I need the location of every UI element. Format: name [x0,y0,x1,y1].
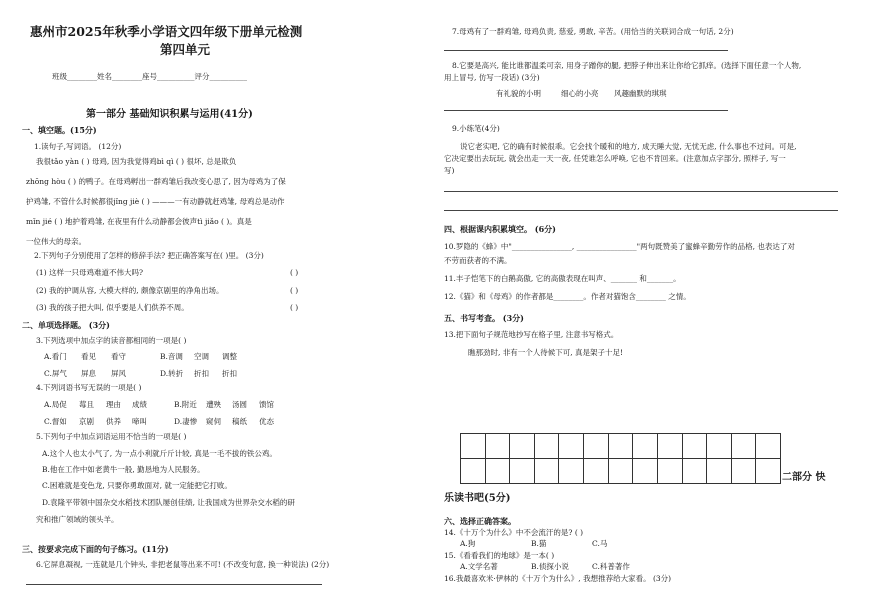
q15-opt-a: A.文学名著 [460,562,498,571]
q14-opt-c: C.马 [592,539,608,548]
grid-cell[interactable] [732,459,757,484]
part1-heading: 第一部分 基础知识积累与运用(41分) [86,109,253,120]
grid-cell[interactable] [584,459,609,484]
q15-opt-b: B.侦探小说 [531,562,569,571]
q6-answer-line[interactable] [26,584,322,585]
q15-opt-c: C.科普著作 [592,562,630,571]
q5-opt-b: B.他在工作中如老黄牛一般, 勤恳地为人民服务。 [42,465,205,474]
grid-cell[interactable] [707,434,732,459]
q8-choice-2: 细心的小亮 [561,89,599,98]
q4-opt: 成绩 [132,400,147,409]
section2-heading: 二、单项选择题。 (3分) [22,320,110,330]
grid-cell[interactable] [510,434,535,459]
q2-blank-3[interactable]: ( ) [290,303,299,312]
q3-opt: 调整 [222,352,237,361]
grid-cell[interactable] [486,434,511,459]
q10-prompt-cont: 不劳而获者的不满。 [444,256,512,265]
q4-opt: A.局促 [44,400,67,409]
q7-answer-line[interactable] [444,50,728,51]
q2-blank-2[interactable]: ( ) [290,286,299,295]
q2-prompt: 2.下列句子分别使用了怎样的修辞手法? 把正确答案写在( )里。 (3分) [34,251,264,260]
q9-prompt: 9.小练笔(4分) [452,124,500,133]
q3-opt: 空调 [194,352,209,361]
q1-line-2: zhōng hòu ( ) 的鸭子。在母鸡孵出一群鸡雏后我改变心思了, 因为母鸡为了保 [26,177,286,186]
section5-heading: 五、书写考查。 (3分) [444,313,524,323]
q4-prompt: 4.下列词语书写无误的一项是( ) [36,383,142,392]
writing-grid[interactable] [460,433,781,484]
q1-line-3: 护鸡雏, 不管什么时候都很jǐng jiè ( ) ———一有动静就赶鸡雏, 母鸡总是动作 [26,197,285,206]
section4-heading: 四、根据课内积累填空。 (6分) [444,224,556,234]
q8-choice-3: 风趣幽默的琪琪 [614,89,667,98]
q6-prompt: 6.它屏息凝视, 一连就是几个钟头, 非把老鼠等出来不可! (不改变句意, 换一种说法) (2分) [36,560,330,569]
grid-cell[interactable] [584,434,609,459]
q2-item-3: (3) 我的孩子把大叫, 似乎要是人们供养不周。 [36,303,189,312]
grid-cell[interactable] [535,459,560,484]
q9-answer-line-2[interactable] [444,210,838,211]
q4-opt: 莓且 [79,400,94,409]
grid-cell[interactable] [683,434,708,459]
grid-cell[interactable] [609,459,634,484]
q3-prompt: 3.下列选项中加点字的读音都相同的一项是( ) [36,336,187,345]
q12-prompt: 12.《猫》和《母鸡》的作者都是________。作者对猫饱含________ 之情。 [444,292,691,301]
q3-opt: B.音调 [160,352,183,361]
q5-opt-a: A.这个人也太小气了, 为一点小利就斤斤计较, 真是一毛不拔的铁公鸡。 [42,449,277,458]
grid-cell[interactable] [559,434,584,459]
q4-opt: 遭殃 [206,400,221,409]
q4-opt: 供养 [106,417,121,426]
part2-heading-a: 二部分 快 [782,472,826,483]
q14-opt-b: B.猫 [531,539,547,548]
grid-cell[interactable] [707,459,732,484]
q13-sentence: 瞧那劲时, 非有一个人待候下可, 真是架子十足! [468,348,624,357]
exam-title: 惠州市2025年秋季小学语文四年级下册单元检测 [30,24,303,39]
grid-cell[interactable] [633,459,658,484]
q3-opt: 折扣 [194,369,209,378]
q5-prompt: 5.下列句子中加点词语运用不恰当的一项是( ) [36,432,187,441]
q14-prompt: 14.《十万个为什么》中不会流汗的是? ( ) [444,528,584,537]
q5-opt-c: C.困难就是变色龙, 只要你勇敢面对, 就一定能把它打败。 [42,481,232,490]
q5-opt-d: D.袁隆平带领中国杂交水稻技术团队屡创佳绩, 让我国成为世界杂交水稻的研 [42,498,295,507]
q3-opt: D.转折 [160,369,184,378]
grid-cell[interactable] [658,459,683,484]
section1-heading: 一、填空题。(15分) [22,125,97,135]
grid-cell[interactable] [461,434,486,459]
q4-opt: 窥伺 [206,417,221,426]
q4-opt: 稿纸 [232,417,247,426]
grid-cell[interactable] [732,434,757,459]
q9-line-2: 它决定要出去玩玩, 就会出走一天一夜, 任凭谁怎么呼唤, 它也不肯回来。(注意加点字部分, 照样子, 写一 [444,154,786,163]
grid-cell[interactable] [559,459,584,484]
grid-cell[interactable] [633,434,658,459]
grid-cell[interactable] [756,434,781,459]
unit-subtitle: 第四单元 [160,42,211,57]
q8-prompt-1: 8.它要是高兴, 能比谁都温柔可亲, 用身子蹭你的腿, 把脖子伸出来让你给它抓痒。(选择下面任意一个人物, [452,61,802,70]
grid-cell[interactable] [486,459,511,484]
q3-opt: C.屏气 [44,369,67,378]
q3-opt: 屏息 [81,369,96,378]
q8-prompt-2: 用上冒号, 仿写一段话) (3分) [444,73,540,82]
q3-opt: A.看门 [44,352,67,361]
q4-opt: 京剧 [79,417,94,426]
grid-cell[interactable] [683,459,708,484]
q9-answer-line-1[interactable] [444,191,838,192]
q7-prompt: 7.母鸡有了一群鸡雏, 母鸡负责, 慈爱, 勇敢, 辛苦。(用恰当的关联词合成一句话, 2分) [452,27,734,36]
q3-opt: 看见 [81,352,96,361]
q15-prompt: 15.《看看我们的地球》是一本( ) [444,551,555,560]
grid-cell[interactable] [609,434,634,459]
q4-opt: C.督如 [44,417,67,426]
q10-prompt: 10.罗隐的《蜂》中"________________, ________________"两句既赞美了蜜蜂辛勤劳作的品格, 也表达了对 [444,242,795,251]
q4-opt: D.凄惨 [174,417,198,426]
q8-choice-1: 有礼貌的小明 [496,89,541,98]
q3-opt: 看守 [111,352,126,361]
q1-line-5: 一位伟大的母亲。 [26,237,86,246]
q4-opt: 优态 [259,417,274,426]
q1-line-4: mǐn jié ( ) 地护着鸡雏, 在夜里有什么动静都会彼声tì jiǎo ( )。真是 [26,217,252,226]
q16-prompt: 16.我最喜欢米·伊林的《十万个为什么》, 我想推荐给大家看。 (3分) [444,574,672,583]
grid-cell[interactable] [535,434,560,459]
q4-opt: 馈馆 [259,400,274,409]
q3-opt: 折扣 [222,369,237,378]
q9-line-1: 说它老实吧, 它的确有时候很乖。它会找个暖和的地方, 成天睡大觉, 无忧无虑, 什么事也不过问。可是, [460,142,797,151]
part2-heading-b: 乐读书吧(5分) [444,493,511,504]
section6-heading: 六、选择正确答案。 [444,516,516,526]
q13-prompt: 13.把下面句子规范地抄写在格子里, 注意书写格式。 [444,330,619,339]
q8-answer-line[interactable] [444,110,728,111]
q4-opt: B.附近 [174,400,197,409]
q5-opt-d-cont: 究和推广领域的领头羊。 [36,515,119,524]
grid-cell[interactable] [756,459,781,484]
q14-opt-a: A.狗 [460,539,476,548]
q4-opt: 理由 [106,400,121,409]
q2-item-2: (2) 我的护调从容, 大模大样的, 颇像京剧里的净角出场。 [36,286,224,295]
grid-cell[interactable] [658,434,683,459]
q9-line-3: 写) [444,166,455,175]
q1-line-1: 我很tǎo yàn ( ) 母鸡, 因为我觉得鸡bì qì ( ) 很坏, 总是欺负 [36,157,237,166]
grid-cell[interactable] [461,459,486,484]
q1-prompt: 1.读句子,写词语。 (12分) [34,142,122,151]
q2-item-1: (1) 这样一只母鸡难道不伟大吗? [36,268,144,277]
q4-opt: 汤圆 [232,400,247,409]
student-info-line: 班级________姓名________座号__________评分__________ [52,72,247,81]
q3-opt: 屏风 [111,369,126,378]
section3-heading: 三、按要求完成下面的句子练习。(11分) [22,544,169,554]
grid-cell[interactable] [510,459,535,484]
q4-opt: 啼叫 [132,417,147,426]
q2-blank-1[interactable]: ( ) [290,268,299,277]
q11-prompt: 11.丰子恺笔下的白鹅高傲, 它的高傲表现在叫声、_______ 和_______。 [444,274,681,283]
